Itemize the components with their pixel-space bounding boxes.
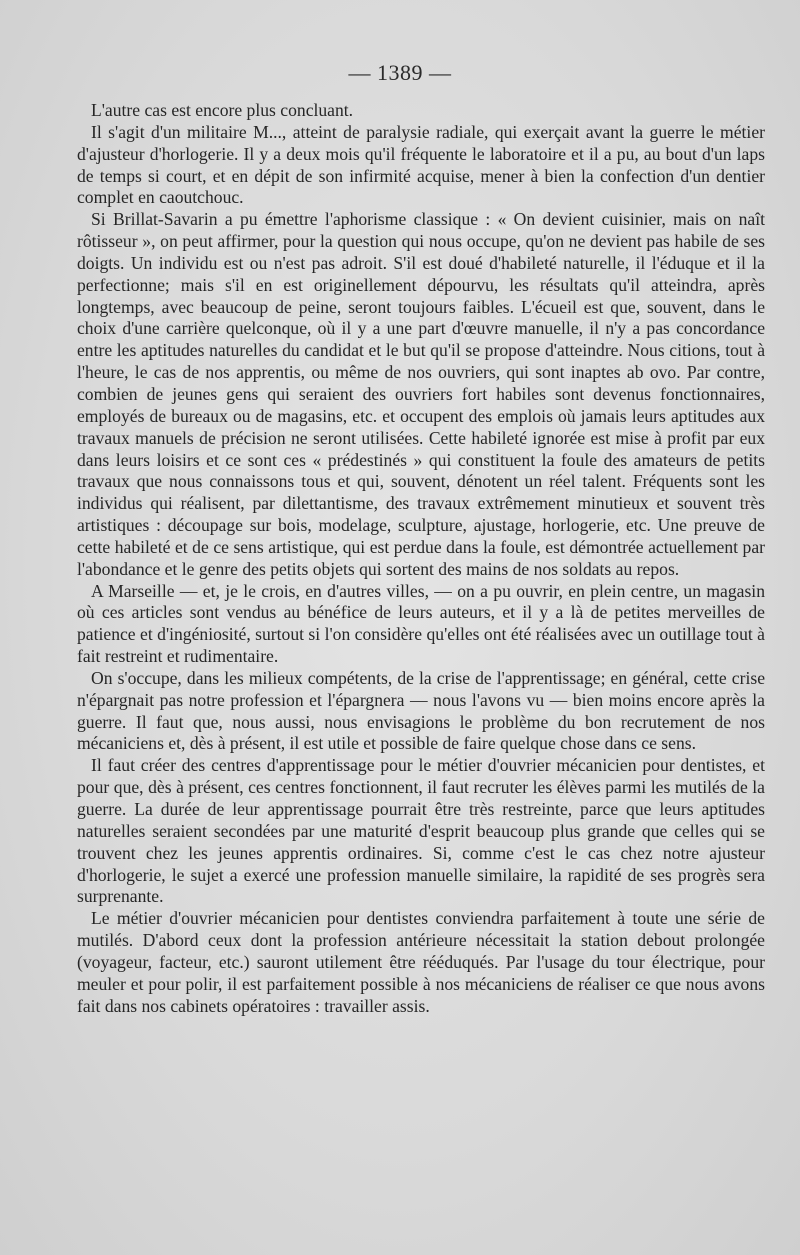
paragraph-7: Le métier d'ouvrier mécanicien pour dentistes conviendra parfaitement à toute une série de mutilés. D'abord ceux dont la profession antérieure nécessitait la station debout prolongée (voyageur, facteur, etc.) sauront utilement être rééduqués. Par l'usage du tour électrique, pour meuler et pour polir, il est parfaitement possible à nos mécaniciens de réaliser ce que nous avons fait dans nos cabinets opératoires : travailler assis. bbox=[77, 908, 765, 1016]
paragraph-2: Il s'agit d'un militaire M..., atteint de paralysie radiale, qui exerçait avant la guerre le métier d'ajusteur d'horlogerie. Il y a deux mois qu'il fréquente le laboratoire et il a pu, au bout d'un laps de temps si court, et en dépit de son infirmité acquise, mener à bien la confection d'un dentier complet en caoutchouc. bbox=[77, 121, 765, 208]
paragraph-1: L'autre cas est encore plus concluant. bbox=[91, 100, 354, 120]
paragraph-3: Si Brillat-Savarin a pu émettre l'aphorisme classique : « On devient cuisinier, mais on naît rôtisseur », on peut affirmer, pour la question qui nous occupe, qu'on ne devient pas habile de ses doigts. Un individu est ou n'est pas adroit. S'il est doué d'habileté naturelle, il l'éduque et il la perfectionne; mais s'il en est originellement dépourvu, les résultats qu'il atteindra, après longtemps, avec beaucoup de peine, seront toujours faibles. L'écueil est que, souvent, dans le choix d'une carrière quelconque, où il y a une part d'œuvre manuelle, il n'y a pas concordance entre les aptitudes naturelles du candidat et le but qu'il se propose d'atteindre. Nous citions, tout à l'heure, le cas de nos apprentis, ou même de nos ouvriers, qui sont inaptes ab ovo. Par contre, combien de jeunes gens qui seraient des ouvriers fort habiles sont devenus fonctionnaires, employés de bureaux ou de magasins, etc. et occupent des emplois où jamais leurs aptitudes aux travaux manuels de précision ne seront utilisées. Cette habileté ignorée est mise à profit par eux dans leurs loisirs et ce sont ces « prédestinés » qui constituent la foule des amateurs de petits travaux que nous connaissons tous et qui, souvent, dénotent un réel talent. Fréquents sont les individus qui réalisent, par dilettantisme, des travaux extrêmement minutieux et souvent très artistiques : découpage sur bois, modelage, sculpture, ajustage, horlogerie, etc. Une preuve de cette habileté et de ce sens artistique, qui est perdue dans la foule, est démontrée actuellement par l'abondance et le genre des petits objets qui sortent des mains de nos soldats au repos. bbox=[77, 209, 765, 579]
paragraph-6: Il faut créer des centres d'apprentissage pour le métier d'ouvrier mécanicien pour dentistes, et pour que, dès à présent, ces centres fonctionnent, il faut recruter les élèves parmi les mutilés de la guerre. La durée de leur apprentissage pourrait être très restreinte, parce que leurs aptitudes naturelles seraient secondées par une maturité d'esprit beaucoup plus grande que celles qui se trouvent chez les jeunes apprentis ordinaires. Si, comme c'est le cas chez notre ajusteur d'horlogerie, le sujet a exercé une profession manuelle similaire, la rapidité de ses progrès sera surprenante. bbox=[77, 755, 765, 907]
paragraph-5: On s'occupe, dans les milieux compétents, de la crise de l'apprentissage; en général, cette crise n'épargnait pas notre profession et l'épargnera — nous l'avons vu — bien moins encore après la guerre. Il faut que, nous aussi, nous envisagions le problème du bon recrutement de nos mécaniciens et, dès à présent, il est utile et possible de faire quelque chose dans ce sens. bbox=[77, 667, 765, 754]
page-number: — 1389 — bbox=[348, 60, 452, 85]
paragraph-4: A Marseille — et, je le crois, en d'autres villes, — on a pu ouvrir, en plein centre, un magasin où ces articles sont vendus au bénéfice de leurs auteurs, et il y a là de petites merveilles de patience et d'ingéniosité, surtout si l'on considère qu'elles ont été réalisées avec un outillage tout à fait restreint et rudimentaire. bbox=[77, 580, 765, 667]
body-text bbox=[77, 100, 765, 1017]
